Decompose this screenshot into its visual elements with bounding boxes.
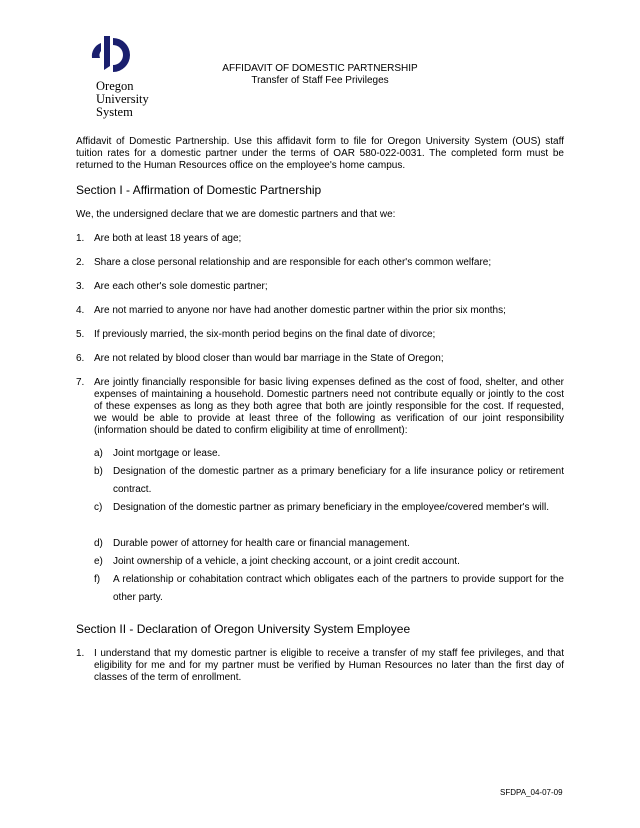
sub-item-text: Joint ownership of a vehicle, a joint checking account, or a joint credit account. xyxy=(113,556,460,567)
document-title: AFFIDAVIT OF DOMESTIC PARTNERSHIP xyxy=(222,63,418,74)
list-item-number: 3. xyxy=(76,281,85,292)
ous-logo xyxy=(86,34,156,119)
section-2-title: Section II - Declaration of Oregon University System Employee xyxy=(76,622,411,636)
list-item-text: Are not married to anyone nor have had another domestic partner within the prior six months; xyxy=(94,305,506,316)
list-item-number: 7. xyxy=(76,377,85,388)
list-item-text: If previously married, the six-month period begins on the final date of divorce; xyxy=(94,329,436,340)
list-item-number: 4. xyxy=(76,305,85,316)
sub-item-text: Designation of the domestic partner as primary beneficiary in the employee/covered member's will. xyxy=(113,502,549,513)
sub-item-letter: a) xyxy=(94,448,103,459)
ous-logo-mark xyxy=(86,34,132,76)
intro-paragraph: Affidavit of Domestic Partnership. Use this affidavit form to file for Oregon University System (OUS) staff tuition rates for a domestic partner under the terms of OAR 580-022-0031. The completed form must be returned to the Human Resources office on the employee's home campus. xyxy=(76,136,564,171)
list-item-text: Share a close personal relationship and are responsible for each other's common welfare; xyxy=(94,257,492,268)
list-item-text: Are each other's sole domestic partner; xyxy=(94,281,268,292)
list-item-text: Are both at least 18 years of age; xyxy=(94,233,242,244)
form-code: SFDPA_04-07-09 xyxy=(500,788,563,797)
sub-item-text: A relationship or cohabitation contract which obligates each of the partners to provide support for the other party. xyxy=(113,574,564,603)
list-item-number: 5. xyxy=(76,329,85,340)
sub-item-text: Joint mortgage or lease. xyxy=(113,448,221,459)
list-item-number: 2. xyxy=(76,257,85,268)
list-item-text: I understand that my domestic partner is eligible to receive a transfer of my staff fee privileges, and that eligibility for me and for my partner must be verified by Human Resources no later than the first day of classes of the term of enrollment. xyxy=(94,648,564,683)
list-item-number: 1. xyxy=(76,648,85,659)
logo-line-2: University xyxy=(96,92,149,106)
sub-item-letter: f) xyxy=(94,574,101,585)
sub-item-text: Durable power of attorney for health care or financial management. xyxy=(113,538,410,549)
document-header xyxy=(200,63,440,87)
list-item-number: 6. xyxy=(76,353,85,364)
list-item-number: 1. xyxy=(76,233,85,244)
sub-item-letter: c) xyxy=(94,502,103,513)
logo-text xyxy=(96,80,156,119)
list-item-text: Are jointly financially responsible for basic living expenses defined as the cost of food, shelter, and other expenses of maintaining a household. Domestic partners need not contribute equally or jointly to the cost of these expenses as long as they both agree that both are jointly responsible for the cost. If requested, we would be able to provide at least three of the following as verification of our joint responsibility (information should be dated to confirm eligibility at time of enrollment): xyxy=(94,377,564,436)
sub-item-letter: d) xyxy=(94,538,103,549)
document-subtitle: Transfer of Staff Fee Privileges xyxy=(251,75,389,86)
sub-item-text: Designation of the domestic partner as a primary beneficiary for a life insurance policy or retirement contract. xyxy=(113,466,564,495)
sub-item-letter: b) xyxy=(94,466,103,477)
section-1-title: Section I - Affirmation of Domestic Partnership xyxy=(76,183,322,197)
list-item-text: Are not related by blood closer than would bar marriage in the State of Oregon; xyxy=(94,353,444,364)
sub-item-letter: e) xyxy=(94,556,103,567)
section-1-lead: We, the undersigned declare that we are domestic partners and that we: xyxy=(76,209,396,220)
logo-line-3: System xyxy=(96,105,133,119)
logo-line-1: Oregon xyxy=(96,79,134,93)
